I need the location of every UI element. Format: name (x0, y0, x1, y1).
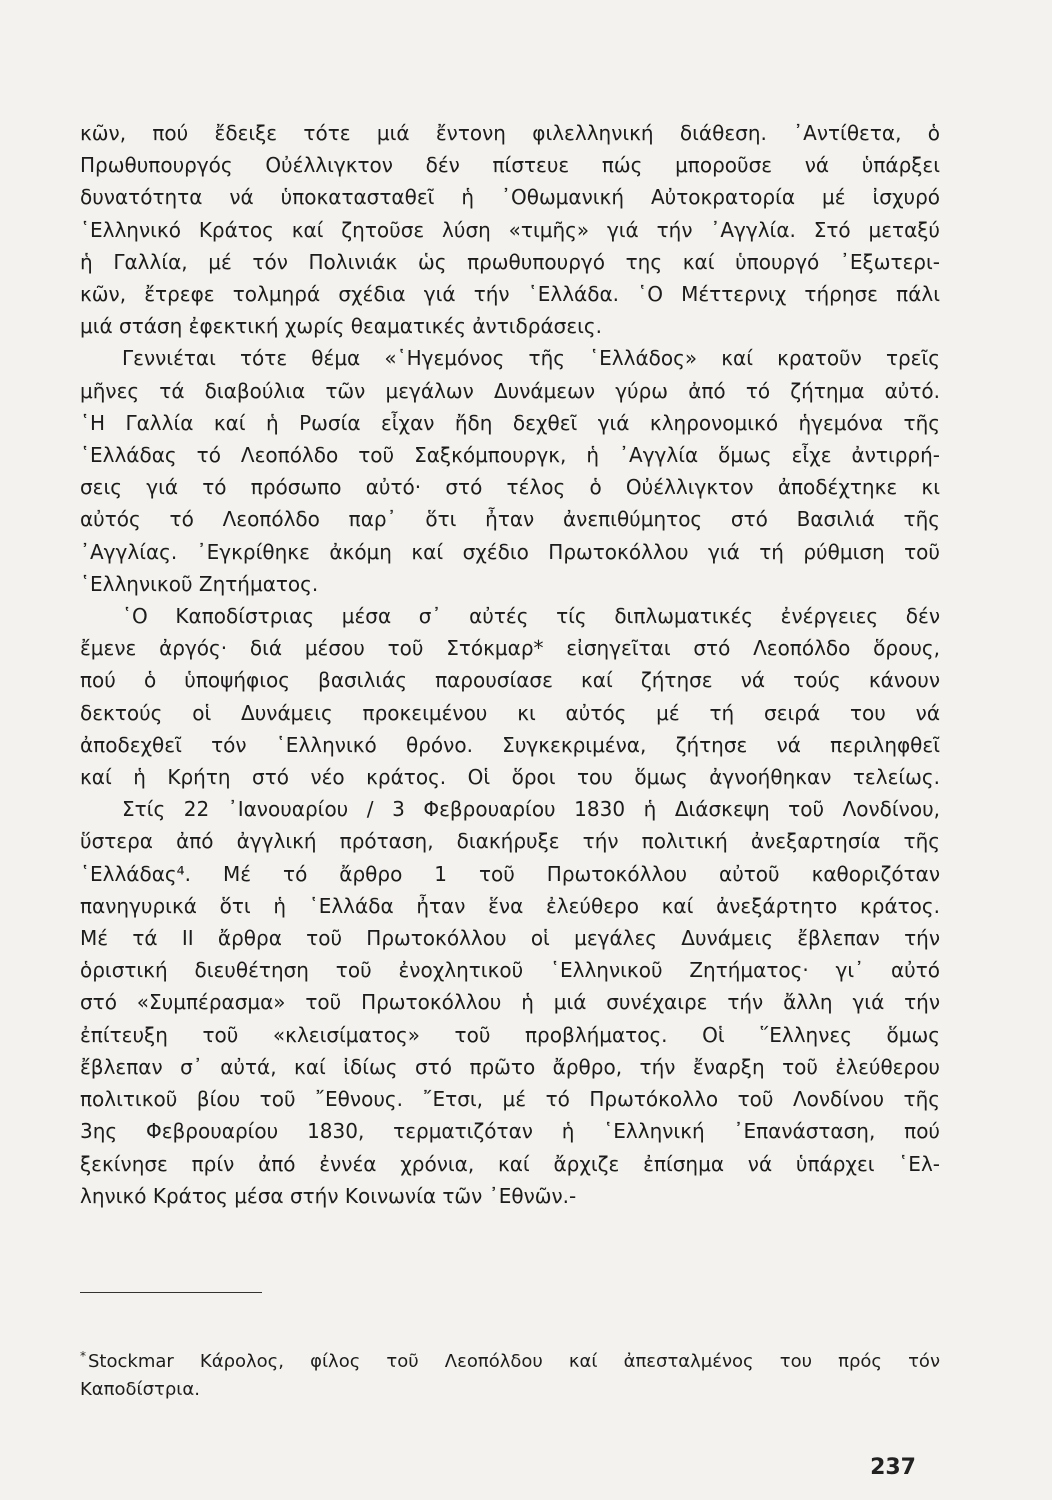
text-line: ἔβλεπαν σ᾿ αὐτά, καί ἰδίως στό πρῶτο ἄρθρο, τήν ἔναρξη τοῦ ἐλεύθερου (80, 1054, 940, 1079)
text-line: Στίς 22 ᾿Ιανουαρίου / 3 Φεβρουαρίου 1830 ἡ Διάσκεψη τοῦ Λονδίνου, (122, 797, 940, 822)
text-line: 3ης Φεβρουαρίου 1830, τερματιζόταν ἡ ῾Ελληνική ᾿Επανάσταση, πού (80, 1119, 940, 1144)
paragraph-1 (80, 117, 940, 342)
text-line: ξεκίνησε πρίν ἀπό ἐννέα χρόνια, καί ἄρχιζε ἐπίσημα νά ὑπάρχει ῾Ελ- (80, 1151, 940, 1176)
footnote-text: Stockmar Κάρολος, φίλος τοῦ Λεοπόλδου καί ἀπεσταλμένος του πρός τόν (88, 1351, 940, 1372)
text-line: κῶν, πού ἔδειξε τότε μιά ἔντονη φιλελληνική διάθεση. ᾿Αντίθετα, ὁ (80, 121, 940, 145)
text-line: ἡ Γαλλία, μέ τόν Πολινιάκ ὡς πρωθυπουργό της καί ὑπουργό ᾿Εξωτερι- (80, 249, 940, 274)
text-line: πολιτικοῦ βίου τοῦ ῎Εθνους. ῎Ετσι, μέ τό Πρωτόκολλο τοῦ Λονδίνου τῆς (80, 1087, 940, 1112)
footnote-line: Καποδίστρια. (80, 1379, 200, 1400)
text-line: πανηγυρικά ὅτι ἡ ῾Ελλάδα ἦταν ἕνα ἐλεύθερο καί ἀνεξάρτητο κράτος. (80, 893, 940, 918)
text-line: κῶν, ἔτρεφε τολμηρά σχέδια γιά τήν ῾Ελλάδα. ῾Ο Μέττερνιχ τήρησε πάλι (80, 282, 940, 307)
text-line: αὐτός τό Λεοπόλδο παρ᾿ ὅτι ἦταν ἀνεπιθύμητος στό Βασιλιά τῆς (80, 507, 940, 532)
page-number: 237 (870, 1455, 916, 1480)
text-line: μῆνες τά διαβούλια τῶν μεγάλων Δυνάμεων γύρω ἀπό τό ζήτημα αὐτό. (80, 378, 940, 403)
text-line: ῾Ο Καποδίστριας μέσα σ᾿ αὐτές τίς διπλωματικές ἐνέργειες δέν (122, 604, 940, 629)
text-line: ῾Ελλάδας⁴. Μέ τό ἄρθρο 1 τοῦ Πρωτοκόλλου αὐτοῦ καθοριζόταν (80, 861, 940, 886)
paragraph-3 (80, 600, 940, 793)
text-line: Γεννιέται τότε θέμα «῾Ηγεμόνος τῆς ῾Ελλάδος» καί κρατοῦν τρεῖς (122, 346, 940, 371)
text-line: ὁριστική διευθέτηση τοῦ ἐνοχλητικοῦ ῾Ελληνικοῦ Ζητήματος· γι᾿ αὐτό (80, 958, 940, 983)
text-line: ῾Η Γαλλία καί ἡ Ρωσία εἶχαν ἤδη δεχθεῖ γιά κληρονομικό ἡγεμόνα τῆς (80, 410, 940, 435)
text-line: πού ὁ ὑποψήφιος βασιλιάς παρουσίασε καί ζήτησε νά τούς κάνουν (80, 668, 940, 693)
text-line: δεκτούς οἱ Δυνάμεις προκειμένου κι αὐτός μέ τή σειρά του νά (80, 700, 940, 725)
text-line: στό «Συμπέρασμα» τοῦ Πρωτοκόλλου ἡ μιά συνέχαιρε τήν ἄλλη γιά τήν (80, 990, 940, 1015)
paragraph-4 (80, 793, 940, 1212)
footnote (80, 1348, 940, 1404)
text-line: ἐπίτευξη τοῦ «κλεισίματος» τοῦ προβλήματος. Οἱ ῞Ελληνες ὅμως (80, 1022, 940, 1047)
footnote-marker: * (80, 1349, 86, 1363)
text-line: ῾Ελληνικό Κράτος καί ζητοῦσε λύση «τιμῆς» γιά τήν ᾿Αγγλία. Στό μεταξύ (80, 217, 940, 242)
text-line: ληνικό Κράτος μέσα στήν Κοινωνία τῶν ᾿Εθνῶν.- (80, 1183, 577, 1208)
paragraph-2 (80, 342, 940, 600)
footnote-line (80, 1348, 940, 1376)
text-line: μιά στάση ἐφεκτική χωρίς θεαματικές ἀντιδράσεις. (80, 314, 603, 339)
text-line: ἔμενε ἀργός· διά μέσου τοῦ Στόκμαρ* εἰσηγεῖται στό Λεοπόλδο ὅρους, (80, 636, 940, 661)
text-line: ῾Ελληνικοῦ Ζητήματος. (80, 571, 319, 596)
text-line: σεις γιά τό πρόσωπο αὐτό· στό τέλος ὁ Οὐέλλιγκτον ἀποδέχτηκε κι (80, 475, 940, 500)
text-line: δυνατότητα νά ὑποκατασταθεῖ ἡ ᾿Οθωμανική Αὐτοκρατορία μέ ἰσχυρό (80, 185, 940, 210)
text-line: ῾Ελλάδας τό Λεοπόλδο τοῦ Σαξκόμπουργκ, ἡ ᾿Αγγλία ὅμως εἶχε ἀντιρρή- (80, 443, 940, 468)
body-text (80, 117, 940, 1212)
text-line: ἀποδεχθεῖ τόν ῾Ελληνικό θρόνο. Συγκεκριμένα, ζήτησε νά περιληφθεῖ (80, 732, 940, 757)
text-line: ᾿Αγγλίας. ᾿Εγκρίθηκε ἀκόμη καί σχέδιο Πρωτοκόλλου γιά τή ρύθμιση τοῦ (80, 539, 940, 564)
text-line: Μέ τά ΙΙ ἄρθρα τοῦ Πρωτοκόλλου οἱ μεγάλες Δυνάμεις ἔβλεπαν τήν (80, 926, 940, 951)
footnote-divider (80, 1292, 262, 1293)
text-line: καί ἡ Κρήτη στό νέο κράτος. Οἱ ὅροι του ὅμως ἀγνοήθηκαν τελείως. (80, 765, 940, 790)
text-line: ὕστερα ἀπό ἀγγλική πρόταση, διακήρυξε τήν πολιτική ἀνεξαρτησία τῆς (80, 829, 940, 854)
text-line: Πρωθυπουργός Οὐέλλιγκτον δέν πίστευε πώς μποροῦσε νά ὑπάρξει (80, 153, 940, 178)
